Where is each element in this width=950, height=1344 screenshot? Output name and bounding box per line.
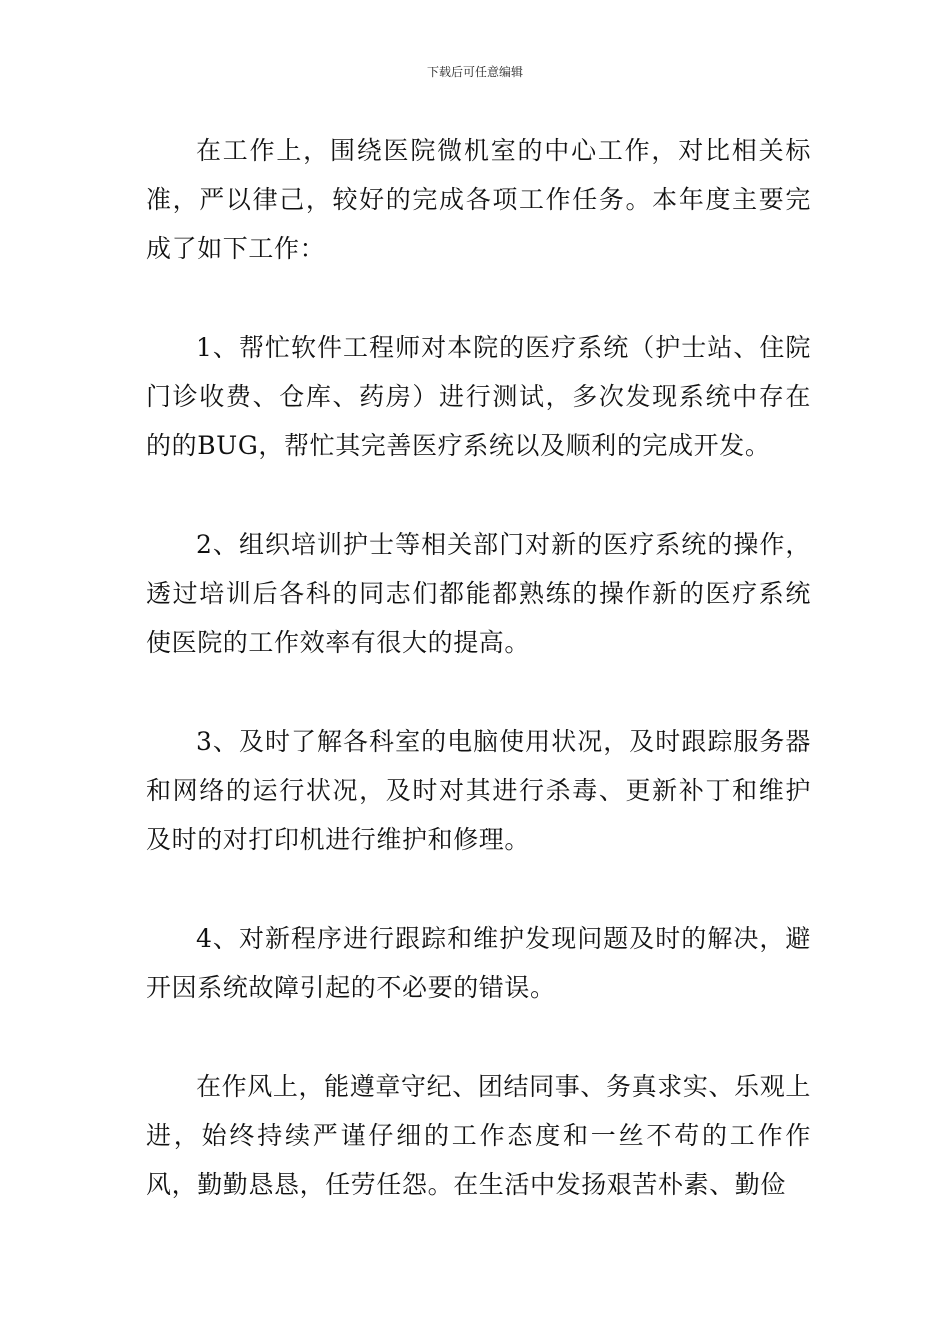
paragraph-work-intro: 在工作上，围绕医院微机室的中心工作，对比相关标准，严以律己，较好的完成各项工作任务。本年度主要完成了如下工作： (146, 136, 811, 263)
document-body (146, 126, 811, 1259)
paragraph-item-1: 1、帮忙软件工程师对本院的医疗系统（护士站、住院门诊收费、仓库、药房）进行测试，多次发现系统中存在的的BUG，帮忙其完善医疗系统以及顺利的完成开发。 (146, 333, 811, 460)
page-header: 下载后可任意编辑 (426, 65, 523, 79)
paragraph-item-4: 4、对新程序进行跟踪和维护发现问题及时的解决，避开因系统故障引起的不必要的错误。 (146, 924, 811, 1002)
paragraph-work-style: 在作风上，能遵章守纪、团结同事、务真求实、乐观上进，始终持续严谨仔细的工作态度和一丝不苟的工作作风，勤勤恳恳，任劳任怨。在生活中发扬艰苦朴素、勤俭 (146, 1072, 811, 1199)
paragraph-item-3: 3、及时了解各科室的电脑使用状况，及时跟踪服务器和网络的运行状况，及时对其进行杀毒、更新补丁和维护及时的对打印机进行维护和修理。 (146, 727, 811, 854)
paragraph-item-2: 2、组织培训护士等相关部门对新的医疗系统的操作，透过培训后各科的同志们都能都熟练的操作新的医疗系统使医院的工作效率有很大的提高。 (146, 530, 811, 657)
